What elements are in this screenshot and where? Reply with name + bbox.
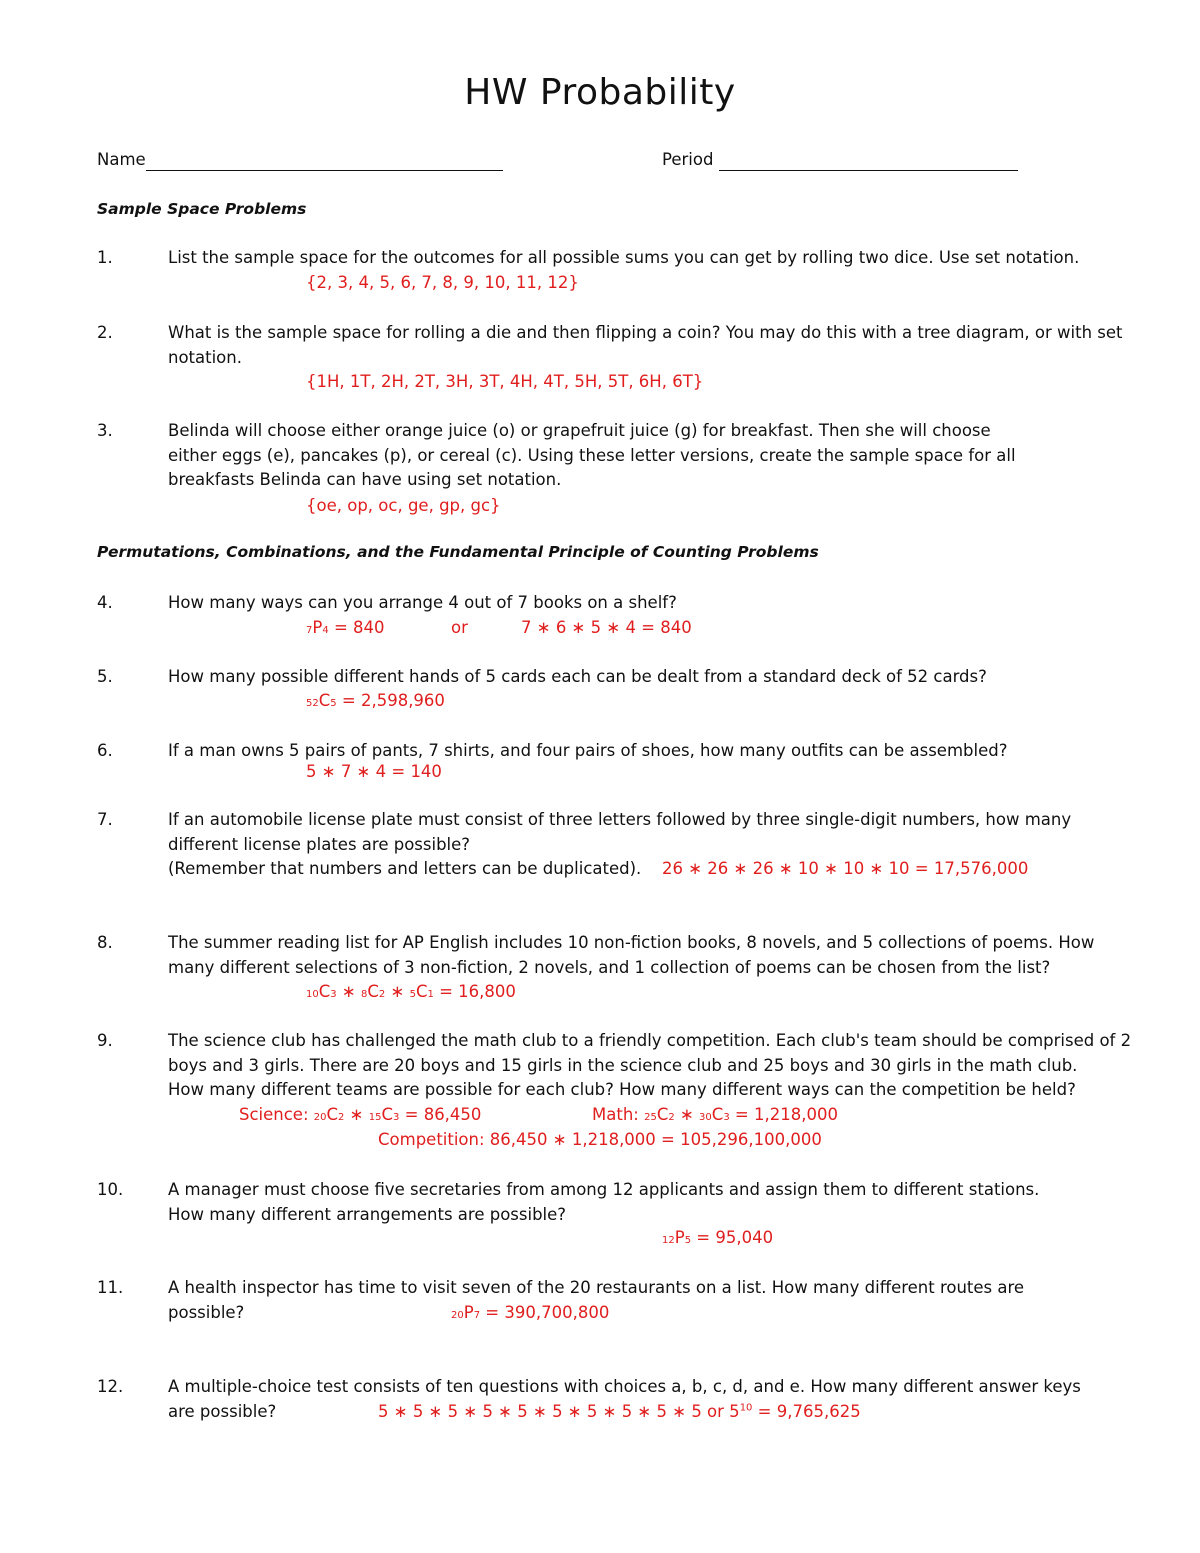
problem-number: 4.: [97, 593, 113, 612]
problem-text: [168, 419, 1016, 493]
answer-product: 7 ∗ 6 ∗ 5 ∗ 4 = 840: [521, 618, 692, 637]
problem-number: 12.: [97, 1377, 124, 1396]
answer-math: Math: 25C2 ∗ 30C3 = 1,218,000: [592, 1105, 838, 1124]
problem-line: notation.: [168, 347, 242, 367]
problem-number: 5.: [97, 667, 113, 686]
problem-text: [168, 665, 987, 690]
problem-line: A health inspector has time to visit seven of the 20 restaurants on a list. How many different routes are: [168, 1278, 1025, 1297]
problem-line: The summer reading list for AP English includes 10 non-fiction books, 8 novels, and 5 collections of poems. How: [168, 933, 1095, 952]
problem-line: If a man owns 5 pairs of pants, 7 shirts, and four pairs of shoes, how many outfits can be assembled?: [168, 741, 1008, 760]
answer: {2, 3, 4, 5, 6, 7, 8, 9, 10, 11, 12}: [306, 273, 579, 292]
problem-line: either eggs (e), pancakes (p), or cereal (c). Using these letter versions, create the sample space for all: [168, 445, 1016, 465]
problem-number: 10.: [97, 1180, 124, 1199]
problem-text: [168, 931, 1094, 980]
answer: 5 ∗ 5 ∗ 5 ∗ 5 ∗ 5 ∗ 5 ∗ 5 ∗ 5 ∗ 5 ∗ 5 or $5^{10} = 9,765,625$: [378, 1402, 861, 1421]
answer: 12P5 = 95,040: [662, 1228, 774, 1247]
problem-line: How many different arrangements are possible?: [168, 1204, 567, 1224]
answer: {oe, op, oc, ge, gp, gc}: [306, 496, 501, 515]
problem-line: boys and 3 girls. There are 20 boys and 15 girls in the science club and 25 boys and 30 girls in the math club.: [168, 1055, 1078, 1075]
problem-line: possible?: [168, 1302, 245, 1322]
answer: 10C3 ∗ 8C2 ∗ 5C1 = 16,800: [306, 982, 516, 1001]
name-label: Name: [97, 150, 146, 169]
problem-line: How many ways can you arrange 4 out of 7 books on a shelf?: [168, 593, 677, 612]
problem-line: What is the sample space for rolling a die and then flipping a coin? You may do this with a tree diagram, or with set: [168, 323, 1123, 342]
period-line: [719, 170, 1018, 171]
answer-or: or: [451, 618, 468, 637]
problem-number: 3.: [97, 421, 113, 440]
problem-line: If an automobile license plate must consist of three letters followed by three single-digit numbers, how many: [168, 810, 1072, 829]
problem-text: [168, 591, 677, 616]
problem-text: [168, 246, 1079, 271]
section-heading-counting: Permutations, Combinations, and the Fundamental Principle of Counting Problems: [97, 543, 819, 561]
problem-line: are possible?: [168, 1401, 277, 1421]
answer: 5 ∗ 7 ∗ 4 = 140: [306, 762, 442, 781]
answer-permutation: 7P4 = 840: [306, 618, 385, 637]
page-title: HW Probability: [464, 72, 736, 113]
problem-number: 2.: [97, 323, 113, 342]
name-line: [146, 170, 503, 171]
problem-line: A multiple-choice test consists of ten questions with choices a, b, c, d, and e. How many different answer keys: [168, 1377, 1081, 1396]
problem-text: [168, 1029, 1131, 1103]
problem-line: How many different teams are possible for each club? How many different ways can the competition be held?: [168, 1080, 1076, 1100]
problem-text: [168, 1178, 1039, 1227]
section-heading-sample-space: Sample Space Problems: [97, 200, 307, 218]
problem-text: [168, 739, 1007, 764]
problem-text: [168, 321, 1123, 370]
problem-line: breakfasts Belinda can have using set notation.: [168, 470, 562, 490]
problem-line: A manager must choose five secretaries from among 12 applicants and assign them to different stations.: [168, 1180, 1040, 1199]
problem-line: different license plates are possible?: [168, 834, 471, 854]
problem-line: The science club has challenged the math club to a friendly competition. Each club's team should be comprised of 2: [168, 1031, 1132, 1050]
answer: 52C5 = 2,598,960: [306, 691, 445, 710]
problem-line: (Remember that numbers and letters can be duplicated).: [168, 859, 642, 879]
answer: {1H, 1T, 2H, 2T, 3H, 3T, 4H, 4T, 5H, 5T, 6H, 6T}: [306, 372, 704, 391]
answer-science: Science: 20C2 ∗ 15C3 = 86,450: [239, 1105, 482, 1124]
problem-number: 11.: [97, 1278, 124, 1297]
answer: 20P7 = 390,700,800: [451, 1303, 610, 1322]
period-label: Period: [662, 150, 714, 169]
problem-line: How many possible different hands of 5 cards each can be dealt from a standard deck of 52 cards?: [168, 667, 987, 686]
answer-competition: Competition: 86,450 ∗ 1,218,000 = 105,296,100,000: [378, 1130, 822, 1149]
problem-line: Belinda will choose either orange juice (o) or grapefruit juice (g) for breakfast. Then she will choose: [168, 421, 991, 440]
answer: 26 ∗ 26 ∗ 26 ∗ 10 ∗ 10 ∗ 10 = 17,576,000: [662, 859, 1029, 878]
problem-line: many different selections of 3 non-fiction, 2 novels, and 1 collection of poems can be chosen from the list?: [168, 957, 1051, 977]
problem-number: 7.: [97, 810, 113, 829]
problem-number: 8.: [97, 933, 113, 952]
problem-number: 1.: [97, 248, 113, 267]
problem-number: 9.: [97, 1031, 113, 1050]
problem-number: 6.: [97, 741, 113, 760]
problem-line: List the sample space for the outcomes for all possible sums you can get by rolling two dice. Use set notation.: [168, 248, 1080, 267]
